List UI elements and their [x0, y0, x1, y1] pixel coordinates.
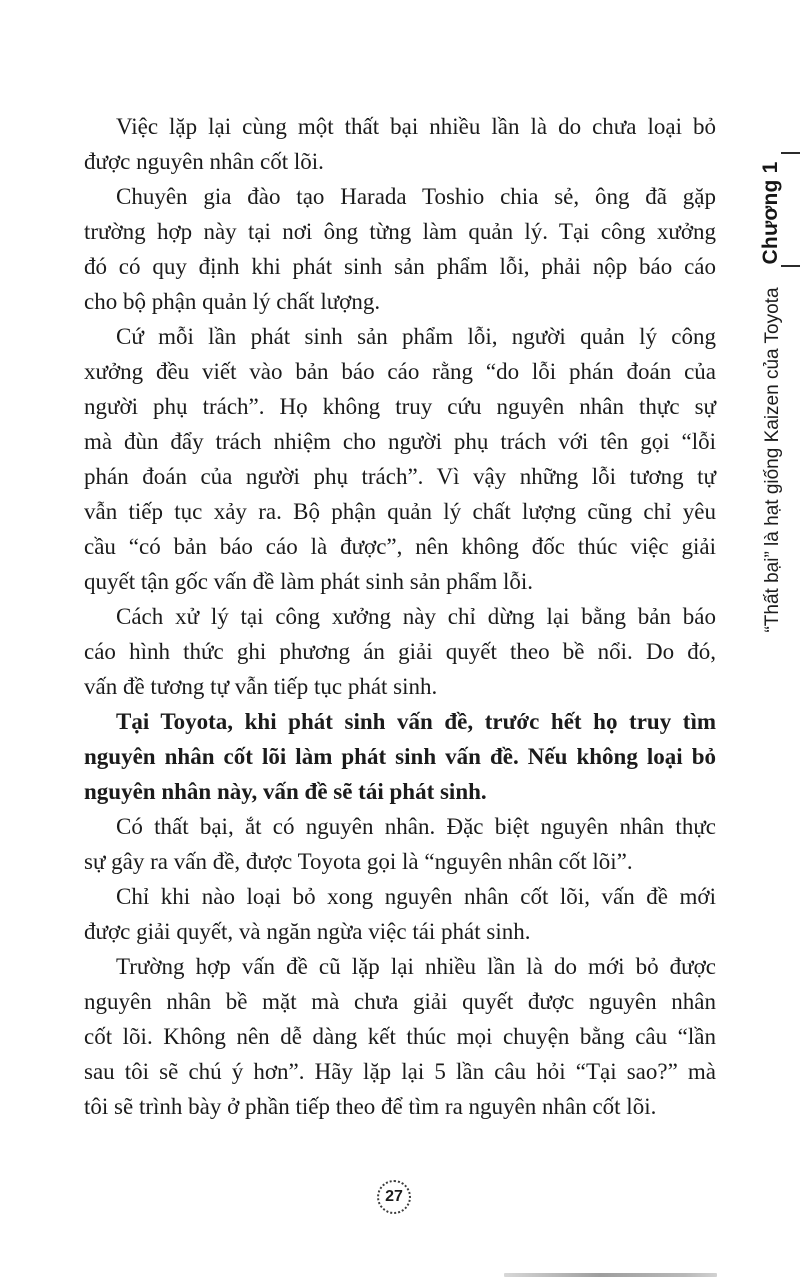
text-line: nguyên nhân này, vấn đề sẽ tái phát sinh. — [84, 779, 487, 804]
text-line: cáo hình thức ghi phương án giải quyết theo bề nổi. Do đó, — [84, 639, 716, 664]
text-line: sau tôi sẽ chú ý hơn”. Hãy lặp lại 5 lần câu hỏi “Tại sao?” mà — [84, 1059, 716, 1084]
paragraph — [84, 179, 716, 319]
paragraph — [84, 599, 716, 704]
text-line: quyết tận gốc vấn đề làm phát sinh sản phẩm lỗi. — [84, 569, 534, 594]
text-line: Chuyên gia đào tạo Harada Toshio chia sẻ, ông đã gặp — [116, 184, 716, 209]
text-line: Có thất bại, ắt có nguyên nhân. Đặc biệt nguyên nhân thực — [116, 814, 716, 839]
text-line: cốt lõi. Không nên dễ dàng kết thúc mọi chuyện bằng câu “lần — [84, 1024, 716, 1049]
text-line: phán đoán của người phụ trách”. Vì vậy những lỗi tương tự — [84, 464, 716, 489]
text-line: cho bộ phận quản lý chất lượng. — [84, 289, 381, 314]
text-line: đó có quy định khi phát sinh sản phẩm lỗi, phải nộp báo cáo — [84, 254, 716, 279]
text-line: trường hợp này tại nơi ông từng làm quản lý. Tại công xưởng — [84, 219, 716, 244]
text-line: Cách xử lý tại công xưởng này chỉ dừng lại bằng bản báo — [116, 604, 716, 629]
text-line: nguyên nhân bề mặt mà chưa giải quyết được nguyên nhân — [84, 989, 716, 1014]
body-text — [84, 109, 716, 1124]
scan-artifact-bar — [504, 1273, 717, 1277]
text-line: xưởng đều viết vào bản báo cáo rằng “do lỗi phán đoán của — [84, 359, 716, 384]
text-line: Chỉ khi nào loại bỏ xong nguyên nhân cốt lõi, vấn đề mới — [116, 884, 716, 909]
text-line: vẫn tiếp tục xảy ra. Bộ phận quản lý chất lượng cũng chỉ yêu — [84, 499, 716, 524]
text-line: mà đùn đẩy trách nhiệm cho người phụ trách với tên gọi “lỗi — [84, 429, 716, 454]
paragraph — [84, 704, 716, 809]
text-line: sự gây ra vấn đề, được Toyota gọi là “nguyên nhân cốt lõi”. — [84, 849, 633, 874]
chapter-label: Chương 1 — [759, 161, 782, 265]
text-line: Việc lặp lại cùng một thất bại nhiều lần là do chưa loại bỏ — [116, 114, 716, 139]
paragraph — [84, 109, 716, 179]
text-line: Tại Toyota, khi phát sinh vấn đề, trước hết họ truy tìm — [116, 709, 716, 734]
text-line: Trường hợp vấn đề cũ lặp lại nhiều lần là do mới bỏ được — [116, 954, 716, 979]
text-line: nguyên nhân cốt lõi làm phát sinh vấn đề. Nếu không loại bỏ — [84, 744, 716, 769]
paragraph — [84, 809, 716, 879]
text-line: vấn đề tương tự vẫn tiếp tục phát sinh. — [84, 674, 438, 699]
page-number: 27 — [385, 1188, 403, 1205]
page-number-badge — [377, 1180, 411, 1214]
sidebar-rule-top — [781, 152, 800, 154]
paragraph — [84, 949, 716, 1124]
text-line: được nguyên nhân cốt lõi. — [84, 149, 324, 174]
text-line: được giải quyết, và ngăn ngừa việc tái phát sinh. — [84, 919, 531, 944]
text-line: Cứ mỗi lần phát sinh sản phẩm lỗi, người quản lý công — [116, 324, 716, 349]
paragraph — [84, 879, 716, 949]
chapter-title: “Thất bại” là hạt giống Kaizen của Toyota — [762, 287, 783, 633]
sidebar-rule-bottom — [781, 265, 800, 267]
paragraph — [84, 319, 716, 599]
text-line: người phụ trách”. Họ không truy cứu nguyên nhân thực sự — [84, 394, 716, 419]
text-line: tôi sẽ trình bày ở phần tiếp theo để tìm ra nguyên nhân cốt lõi. — [84, 1094, 657, 1119]
text-line: cầu “có bản báo cáo là được”, nên không đốc thúc việc giải — [84, 534, 716, 559]
